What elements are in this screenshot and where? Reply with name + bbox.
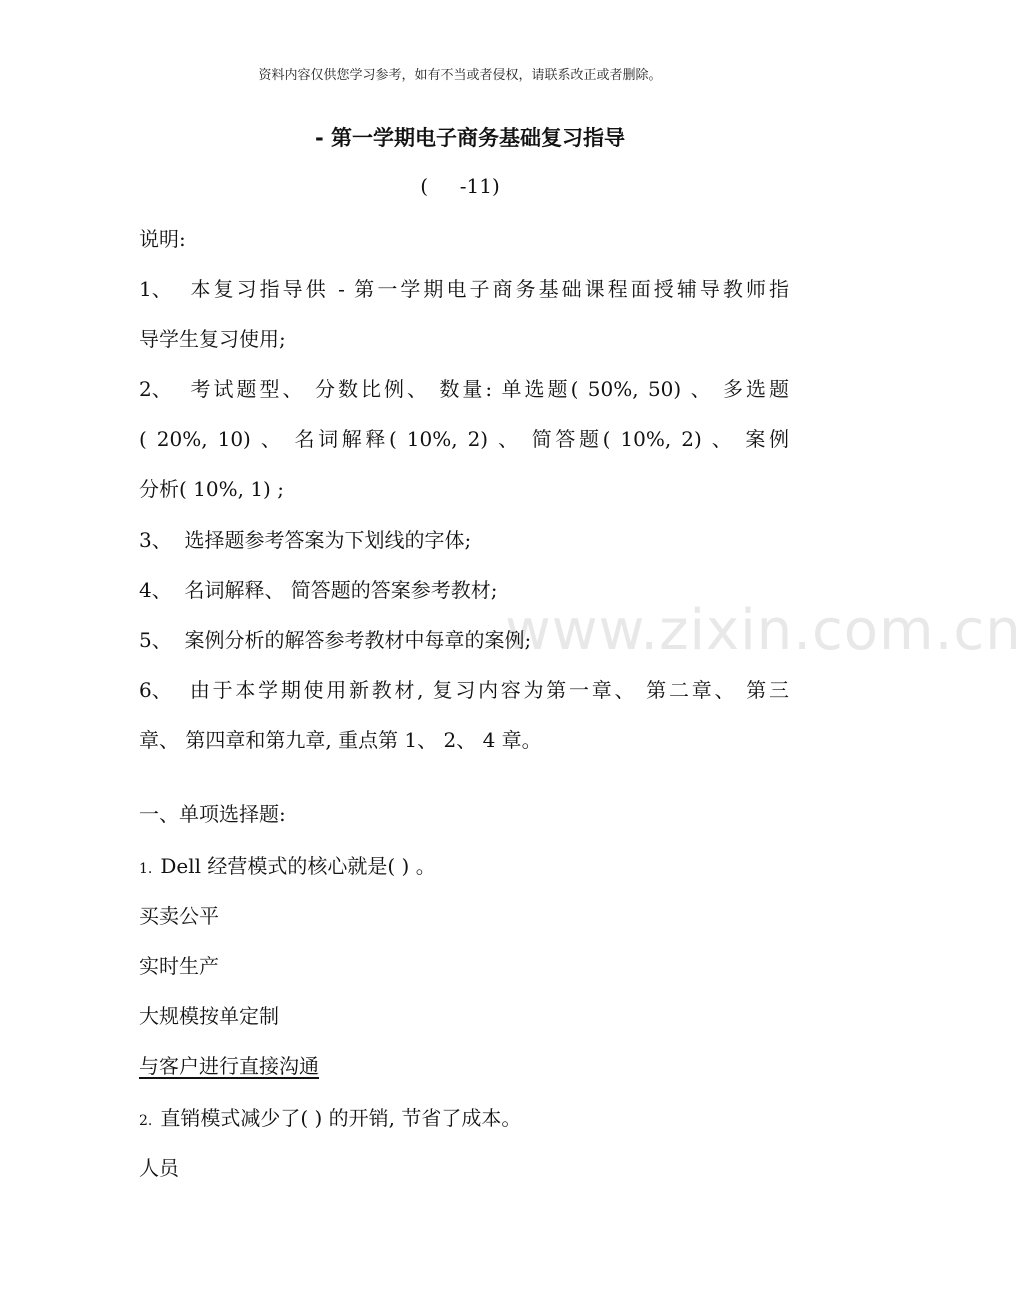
note-item-5	[139, 626, 789, 654]
watermark: www.zixin.com.cn	[505, 598, 1022, 663]
question-2-option-1: 人员	[139, 1156, 179, 1180]
section-heading: 一、单项选择题:	[139, 802, 286, 826]
note-number: 6、	[139, 678, 172, 702]
notes-heading: 说明:	[139, 227, 186, 251]
question-1	[139, 852, 789, 883]
question-text: Dell 经营模式的核心就是( ) 。	[160, 854, 436, 878]
answer-text: 与客户进行直接沟通	[139, 1054, 319, 1078]
note-item-4	[139, 576, 789, 604]
note-item-6-line-1	[139, 676, 789, 704]
note-number: 5、	[139, 628, 172, 652]
note-item-1-line-2: 导学生复习使用;	[139, 327, 286, 351]
note-number: 1、	[139, 277, 172, 301]
note-number: 3、	[139, 528, 172, 552]
note-item-2-line-3: 分析( 10%, 1) ;	[139, 477, 284, 501]
question-1-option-4-answer	[139, 1052, 789, 1080]
note-item-1-line-1	[139, 275, 789, 303]
disclaimer-text: 资料内容仅供您学习参考，如有不当或者侵权，请联系改正或者删除。	[258, 68, 662, 83]
note-text: 选择题参考答案为下划线的字体;	[184, 528, 472, 552]
note-item-2-line-1	[139, 375, 789, 403]
document-subtitle: ( -11)	[420, 174, 500, 198]
note-text: 本复习指导供 - 第一学期电子商务基础课程面授辅导教师指	[190, 277, 789, 301]
note-item-3	[139, 526, 789, 554]
note-text: 由于本学期使用新教材, 复习内容为第一章、 第二章、 第三	[189, 678, 789, 702]
note-text: 案例分析的解答参考教材中每章的案例;	[184, 628, 532, 652]
document-title: - 第一学期电子商务基础复习指导	[314, 126, 626, 150]
note-number: 4、	[139, 578, 172, 602]
question-text: 直销模式减少了( ) 的开销, 节省了成本。	[160, 1106, 522, 1130]
question-number: 2.	[139, 1113, 153, 1129]
note-item-2-line-2: ( 20%, 10) 、 名词解释( 10%, 2) 、 简答题( 10%, 2) 、 案例	[139, 427, 789, 451]
question-number: 1.	[139, 861, 153, 877]
note-number: 2、	[139, 377, 172, 401]
question-1-option-1: 买卖公平	[139, 904, 219, 928]
note-text: 考试题型、 分数比例、 数量: 单选题( 50%, 50) 、 多选题	[190, 377, 789, 401]
note-text: 名词解释、 简答题的答案参考教材;	[184, 578, 498, 602]
note-item-6-line-2: 章、 第四章和第九章, 重点第 1、 2、 4 章。	[139, 728, 542, 752]
question-2	[139, 1104, 789, 1135]
question-1-option-2: 实时生产	[139, 954, 219, 978]
question-1-option-3: 大规模按单定制	[139, 1004, 279, 1028]
